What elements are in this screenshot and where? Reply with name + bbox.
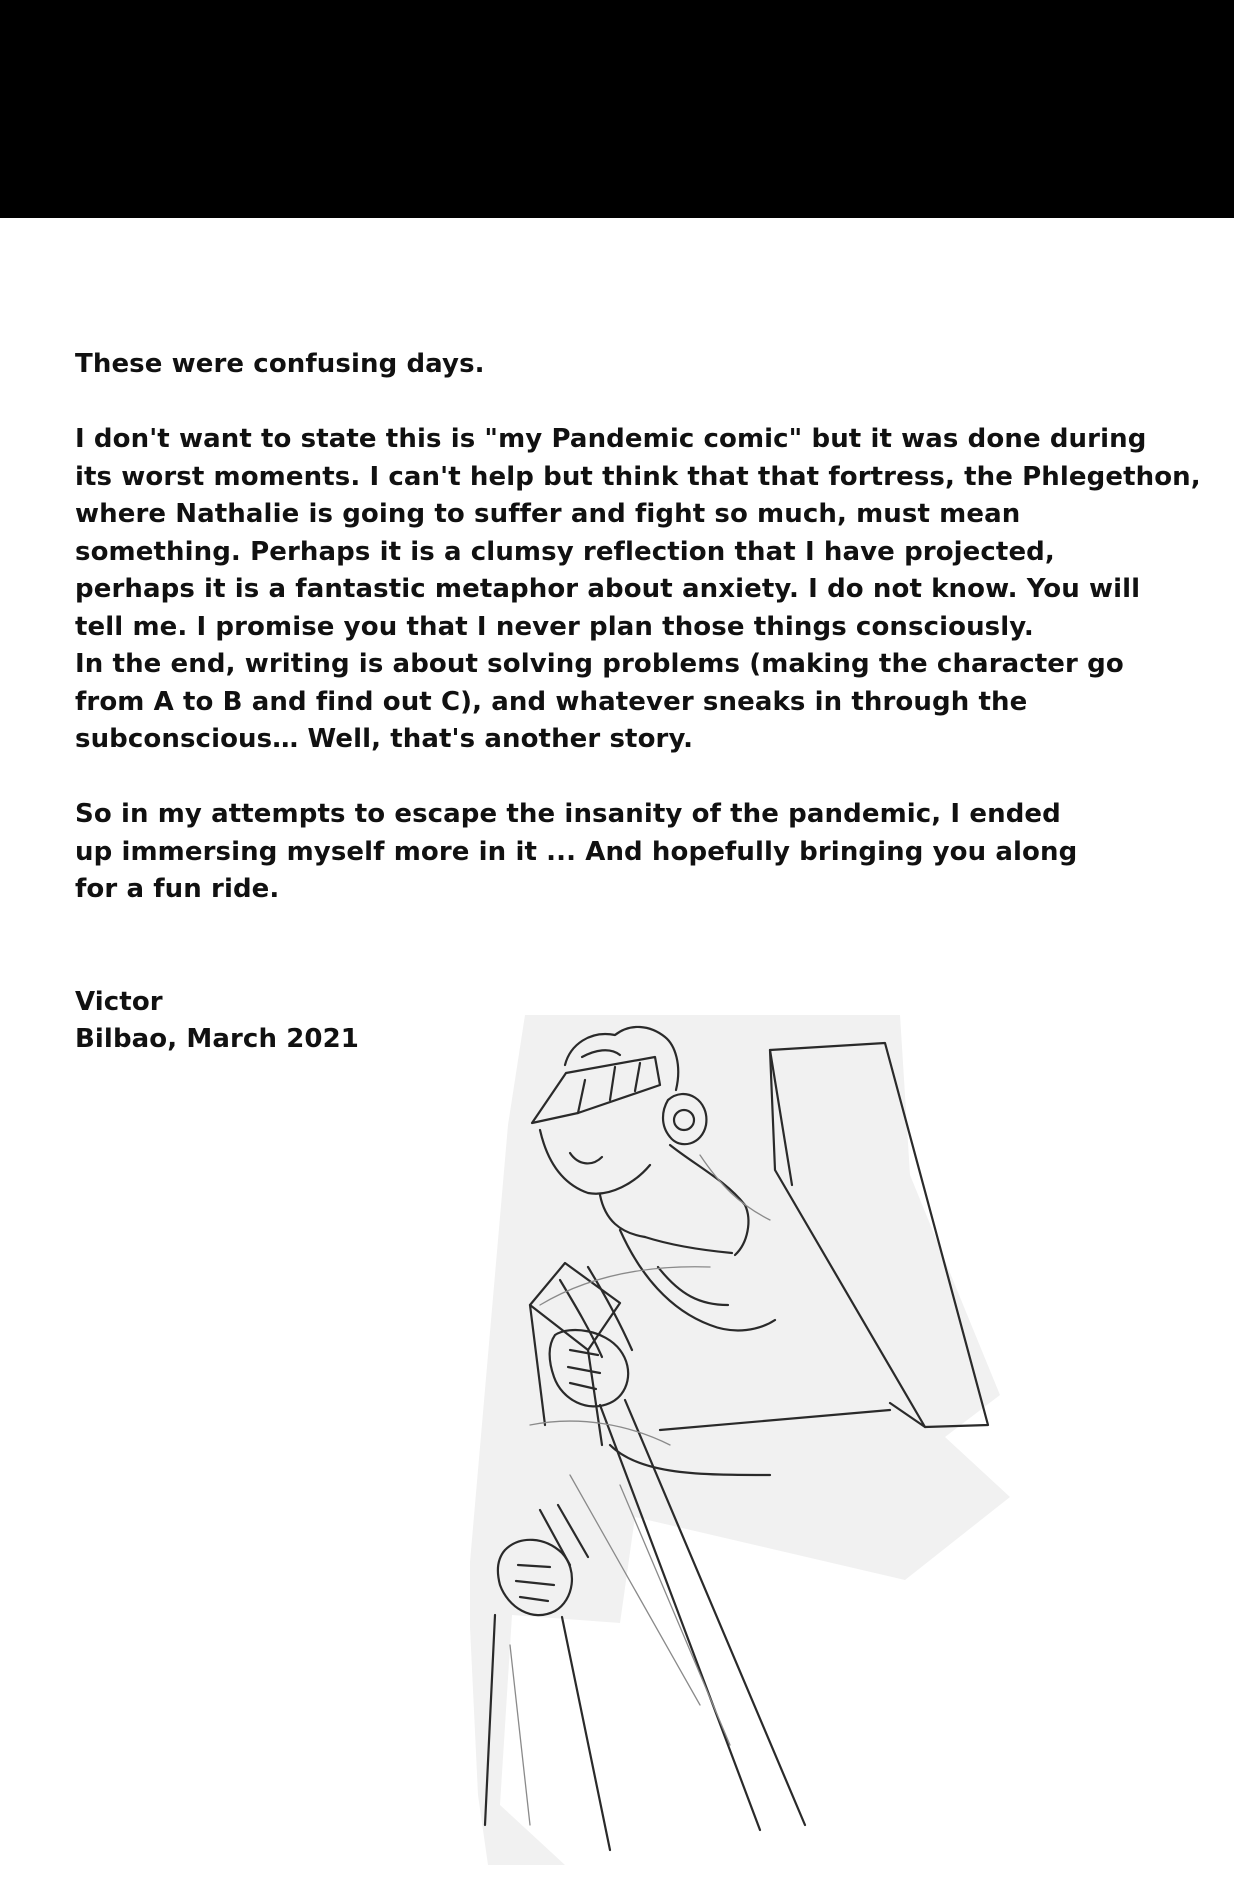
paragraph-1-line: tell me. I promise you that I never plan those things consciously. xyxy=(75,611,1034,642)
sketch-svg xyxy=(470,1005,1190,1865)
paragraph-1-line: In the end, writing is about solving problems (making the character go xyxy=(75,649,1124,679)
afterword-text xyxy=(75,346,1201,1059)
header-black-bar xyxy=(0,0,1234,218)
paragraph-1-line: something. Perhaps it is a clumsy reflection that I have projected, xyxy=(75,536,1055,567)
paragraph-1-line: from A to B and find out C), and whatever sneaks in through the xyxy=(75,686,1028,717)
signature-name: Victor xyxy=(75,986,163,1017)
paragraph-1-line: where Nathalie is going to suffer and fight so much, must mean xyxy=(75,499,1021,529)
paragraph-1-line: subconscious… Well, that's another story. xyxy=(75,724,694,754)
paragraph-1-line: its worst moments. I can't help but think that that fortress, the Phlegethon, xyxy=(75,461,1201,492)
paragraph-2-line: up immersing myself more in it ... And hopefully bringing you along xyxy=(75,836,1078,867)
signature-place-date: Bilbao, March 2021 xyxy=(75,1024,359,1054)
pencil-sketch-illustration xyxy=(470,1005,1190,1865)
sketch-paper xyxy=(470,1015,1010,1865)
opening-line: These were confusing days. xyxy=(75,349,485,379)
paragraph-2-line: So in my attempts to escape the insanity of the pandemic, I ended xyxy=(75,799,1061,829)
paragraph-2-line: for a fun ride. xyxy=(75,874,280,904)
paragraph-1-line: perhaps it is a fantastic metaphor about anxiety. I do not know. You will xyxy=(75,574,1141,604)
paragraph-1-line: I don't want to state this is "my Pandemic comic" but it was done during xyxy=(75,424,1147,454)
